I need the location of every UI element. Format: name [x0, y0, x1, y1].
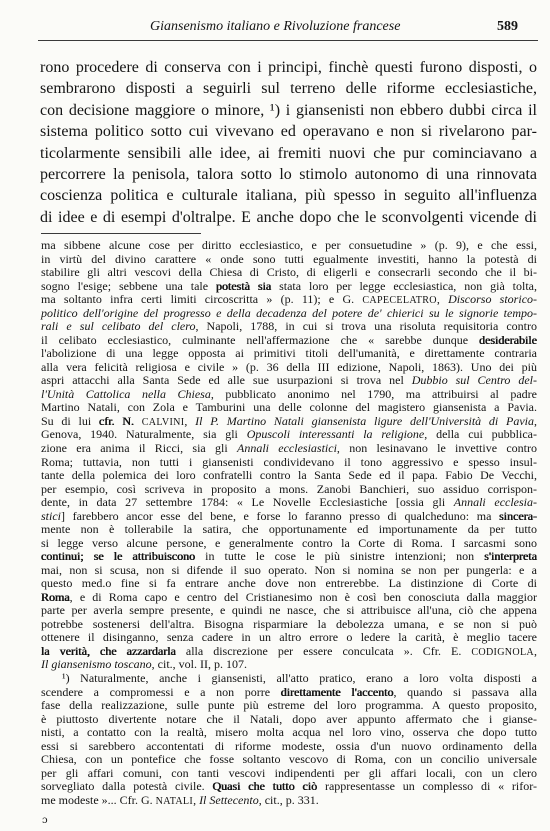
text-run: , della cui pubblica- [424, 427, 537, 442]
text-run: per gli affari comuni, con tanti vescovi indipendenti per gli affari locali, con un clero [41, 765, 537, 780]
footnote-line [41, 537, 537, 551]
text-run: essi si sarebbero accontentati di riforme modeste, ossia d'un nuovo ordinamento della [41, 738, 537, 753]
line-text: coscienza politica e culturale italiana, più spesso in seguito all'influenza [40, 187, 537, 205]
text-run: , [534, 643, 537, 658]
line-text: percorrere la penisola, talora sotto lo stimolo autonomo di una rinnovata [40, 165, 537, 183]
footnote-line [41, 604, 537, 618]
text-run: stabilire gli altri vescovi della Chiesa di Cristo, di eligerli e consecrarli secondo che il bi- [41, 265, 537, 280]
italic-text-run: Il Settecento [199, 792, 259, 807]
italic-text-run: stici [41, 508, 61, 523]
footnote-line [41, 767, 537, 781]
line-text [62, 671, 537, 685]
line-text [41, 617, 537, 631]
text-run: zione era anima il Ricci, sia gli [41, 440, 237, 455]
text-run: fase della realizzazione, sulle punte più estreme del loro programma. A questo proposito, [41, 698, 537, 713]
footnote-line [41, 658, 537, 672]
line-text: rono procedere di conserva con i principi, finchè questi furono disposti, o [40, 59, 537, 76]
text-run: , Napoli, 1788, in cui si trova una risoluta requisitoria contro [195, 319, 537, 334]
line-text [41, 766, 537, 780]
footnotes [41, 239, 537, 807]
dark-text-run: desiderabile [479, 332, 537, 347]
line-text [41, 373, 537, 387]
small-caps-name: NATALI [155, 795, 194, 807]
line-text [41, 414, 537, 428]
text-run: sogno l'esige; sebbene una tale [41, 278, 216, 293]
text-run: , cit., vol. II, p. 107. [151, 657, 247, 672]
dark-text-run: Quasi che tutto ciò [212, 779, 318, 794]
text-run: Su di lui [41, 413, 99, 428]
text-run: ma sibbene alcune cose per diritto ecclesiastico, e per consuetudine » (p. 9), e che essi, [41, 238, 537, 252]
line-text [41, 509, 537, 523]
line-text [41, 657, 247, 671]
line-text [41, 333, 537, 347]
line-text [41, 319, 537, 333]
text-run: ] farebbero ancor esse del bene, e forse lo faranno presso di qualcheduno: ma [61, 508, 500, 523]
text-run: , [184, 413, 196, 428]
line-text: sistema politico sotto cui vivevano ed operavano e non si rivelarono par- [40, 123, 537, 141]
body-line [40, 207, 537, 228]
text-run: mai, non si scusa, non si difende il suo operato. Non si nomina se non per pungerla: e a [41, 562, 537, 577]
text-run: Roma; tuttavia, non tutti i giansenisti condividevano il tono aggressivo e spesso insul- [41, 454, 537, 469]
footnote-line [41, 645, 537, 659]
line-text [41, 279, 537, 293]
footnote-line [41, 686, 537, 700]
footnote-line [41, 388, 537, 402]
text-run: mente non è tollerabile la satira, che opportunamente ed importunamente da per tutto [41, 522, 537, 537]
line-text [41, 292, 537, 306]
text-run: , cit., p. 331. [258, 792, 319, 807]
footnote-line [41, 699, 537, 713]
line-text [41, 725, 537, 739]
line-text [41, 427, 537, 441]
line-text [41, 779, 537, 793]
footnote-line [41, 239, 537, 253]
text-run: , non lesinavano le invettive contro [336, 440, 537, 455]
header-rule [38, 40, 538, 41]
footnote-line [41, 320, 537, 334]
text-run: Chiesa, con un pontefice che fosse soltanto vescovo di Roma, con un concilio universale [41, 752, 537, 767]
footnote-line [41, 726, 537, 740]
text-run: nisti, a contatto con la realtà, misero molta acqua nel loro vino, osserva che dopo tutto [41, 725, 537, 740]
line-text [41, 698, 537, 712]
line-text [41, 630, 537, 644]
text-run: me modeste »... Cfr. G. [41, 792, 156, 807]
text-run: alla vera felicità religiosa e civile » (p. 36 della III edizione, Napoli, 1863). Uno dei più [41, 359, 537, 374]
footnote-line [41, 253, 537, 267]
text-run: aspri attacchi alla Santa Sede ed alle sue usurpazioni si trova nel [41, 373, 412, 388]
footnote-line [41, 347, 537, 361]
line-text [41, 563, 537, 577]
text-run: il celibato ecclesiastico, culminante nell'affermazione che « sarebbe dunque [41, 332, 480, 347]
body-line [40, 100, 537, 121]
text-run: Genova, 1940. Naturalmente, sia gli [41, 427, 247, 442]
line-text [41, 536, 537, 550]
footnote-line [41, 266, 537, 280]
text-run: sorvegliato dalla potestà civile. [41, 779, 213, 794]
line-text [41, 455, 537, 469]
small-caps-name: CODIGNOLA [471, 646, 534, 658]
footnote-line [41, 401, 537, 415]
footnote-line [41, 618, 537, 632]
line-text [41, 482, 537, 496]
text-run: ma soltanto infra certi limiti circoscritta » (p. 11); e G. [41, 292, 363, 307]
line-text [41, 387, 537, 401]
footnote-line [41, 564, 537, 578]
text-run: rappresentasse un complesso di « rifor- [317, 779, 537, 794]
footnote-line [41, 280, 537, 294]
line-text [41, 522, 537, 536]
text-run: dente, in data 27 settembre 1784: « Le Novelle Ecclesiastiche [ossia gli [41, 495, 454, 510]
dark-text-run: la verità, che azzardarla [41, 643, 176, 658]
text-run: in virtù del divino carattere « onde sono tutti egualmente investiti, hanno la potestà di [41, 251, 537, 266]
text-run: , [534, 413, 537, 428]
footnote-line [41, 631, 537, 645]
footnote-line [41, 510, 537, 524]
italic-text-run: rali e sul celibato del clero [41, 319, 196, 334]
line-text [41, 441, 537, 455]
text-run: , pubblicato anonimo nel 1790, ma attribuirsi al padre [210, 386, 538, 401]
body-line [40, 143, 537, 164]
text-run: , [193, 792, 200, 807]
footnote-line [41, 550, 537, 564]
main-text [40, 57, 537, 228]
footnote-line [41, 523, 537, 537]
line-text [41, 576, 537, 590]
footnote-line [41, 753, 537, 767]
body-line [40, 57, 537, 78]
text-run: in tutte le cose le più sinistre intenzioni; non [195, 549, 485, 564]
page-mark: ɔ [42, 815, 48, 826]
line-text [41, 495, 537, 509]
text-run: , quando si passava alla [393, 684, 538, 699]
line-text: ticolarmente sensibili alle idee, ai fremiti nuovi che pur cominciavano a [40, 144, 537, 162]
line-text [41, 238, 537, 252]
body-line [40, 185, 537, 206]
footnote-line [41, 361, 537, 375]
footnote-line [41, 374, 537, 388]
footnote-line [41, 740, 537, 754]
line-text: sembrarono disposti a seguirli sul terreno delle riforme ecclesiastiche, [40, 80, 537, 98]
body-line [40, 164, 537, 185]
small-caps-name: CALVINI [141, 416, 185, 428]
footnote-line [41, 334, 537, 348]
italic-text-run: Annali ecclesiastici [236, 440, 337, 455]
small-caps-name: CAPECELATRO [362, 295, 437, 307]
line-text [41, 252, 537, 266]
line-text [41, 265, 537, 279]
line-text [41, 685, 537, 699]
footnote-continuation [41, 239, 537, 672]
footnote-rule [41, 233, 201, 234]
footnote-line [41, 577, 537, 591]
text-run: Martino Natali, con Zola e Tamburini una delle colonne del magistero giansenista a Pavia. [41, 400, 537, 415]
dark-text-run: cfr. N. [98, 413, 142, 428]
italic-text-run: Il P. Martino Natali giansenista ligure dell'Università di Pavia [195, 413, 534, 428]
footnote-line [41, 591, 537, 605]
line-text [41, 712, 537, 726]
italic-text-run: Opuscoli interessanti la religione [246, 427, 425, 442]
footnote-line [41, 794, 537, 808]
line-text [41, 468, 537, 482]
dark-text-run: s'interpreta [484, 549, 537, 564]
footnote-line [41, 307, 537, 321]
text-run: , e di Roma capo e centro del Cristianesimo non è così ben conosciuta dalla maggior [69, 589, 537, 604]
dark-text-run: continui; se le attribuiscono [41, 549, 196, 564]
text-run: ottenere il disinganno, senza cadere in un altro errore o ledere la carità, è meglio tacere [41, 630, 537, 645]
page-number: 589 [497, 19, 518, 34]
line-text [41, 793, 319, 807]
footnote-line [41, 672, 537, 686]
running-title: Giansenismo italiano e Rivoluzione francese [150, 19, 401, 34]
line-text [41, 549, 537, 563]
text-run: stata loro per legge ecclesiastica, non già tolta, [271, 278, 538, 293]
dark-text-run: direttamente l'accento [280, 684, 394, 699]
footnote-line [41, 780, 537, 794]
footnote-line [41, 442, 537, 456]
footnote-line [41, 293, 537, 307]
text-run: questo med.o fine si fa entrare anche dove non entrerebbe. La distinzione di Corte di [41, 576, 537, 591]
text-run: alla discrezione per essere conculcata ». Cfr. E. [175, 643, 472, 658]
body-line [40, 121, 537, 142]
line-text [41, 306, 537, 320]
line-text [41, 360, 537, 374]
text-run: l'abolizione di una legge opposta ai primitivi titoli dell'umanità, e direttamente contraria [41, 346, 537, 361]
text-run: , [436, 292, 449, 307]
text-run: potrebbe sostenersi dell'altra. Bisogna risparmiare la debolezza umana, e se non si può [41, 616, 537, 631]
footnote-line [41, 496, 537, 510]
line-text: di idee e di esempi d'oltralpe. E anche dopo che le sconvolgenti vicende di [40, 208, 537, 226]
italic-text-run: politico dell'origine del progresso e della decadenza del potere de' chierici su le signorie tempo- [41, 305, 537, 320]
line-text [41, 644, 537, 658]
text-run: si legge verso alcune persone, e generalmente contro la Corte di Roma. I sarcasmi sono [41, 535, 537, 550]
text-run: tante della polemica dei loro confratelli contro la Santa Sede ed il papa. Fabio De Vecchi, [41, 468, 537, 483]
dark-text-run: Roma [41, 589, 70, 604]
italic-text-run: l'Unità Cattolica nella Chiesa [41, 386, 211, 401]
footnote-line [41, 428, 537, 442]
text-run: è piuttosto divertente notare che il Natali, dopo aver appunto affermato che i gianse- [41, 711, 537, 726]
dark-text-run: potestà sia [215, 278, 272, 293]
italic-text-run: Annali ecclesia- [453, 495, 538, 510]
footnote-1 [41, 672, 537, 807]
text-run: parte per averla sempre presente, e quindi ne nasce, che si attribuisce all'una, ciò che appena [41, 603, 537, 618]
footnote-line [41, 469, 537, 483]
line-text [41, 346, 537, 360]
italic-text-run: Discorso storico- [448, 292, 538, 307]
line-text: con decisione maggiore o minore, ¹) i giansenisti non ebbero dubbi circa il [40, 101, 537, 119]
line-text [41, 739, 537, 753]
footnote-line [41, 415, 537, 429]
line-text [41, 400, 537, 414]
italic-text-run: Dubbio sul Centro del- [411, 373, 537, 388]
footnote-line [41, 483, 537, 497]
dark-text-run: sincera- [499, 508, 537, 523]
line-text [41, 603, 537, 617]
text-run: ¹) Naturalmente, anche i giansenisti, all'atto pratico, erano a loro volta disposti a [62, 671, 537, 685]
footnote-line [41, 456, 537, 470]
body-line [40, 78, 537, 99]
text-run: scendere a compromessi e a non porre [41, 684, 281, 699]
text-run: per esempio, così scriveva in proposito a mons. Zanobi Banchieri, suo assiduo corrispon- [41, 481, 537, 496]
italic-text-run: Il giansenismo toscano [41, 657, 152, 672]
footnote-line [41, 713, 537, 727]
line-text [41, 590, 537, 604]
line-text [41, 752, 537, 766]
